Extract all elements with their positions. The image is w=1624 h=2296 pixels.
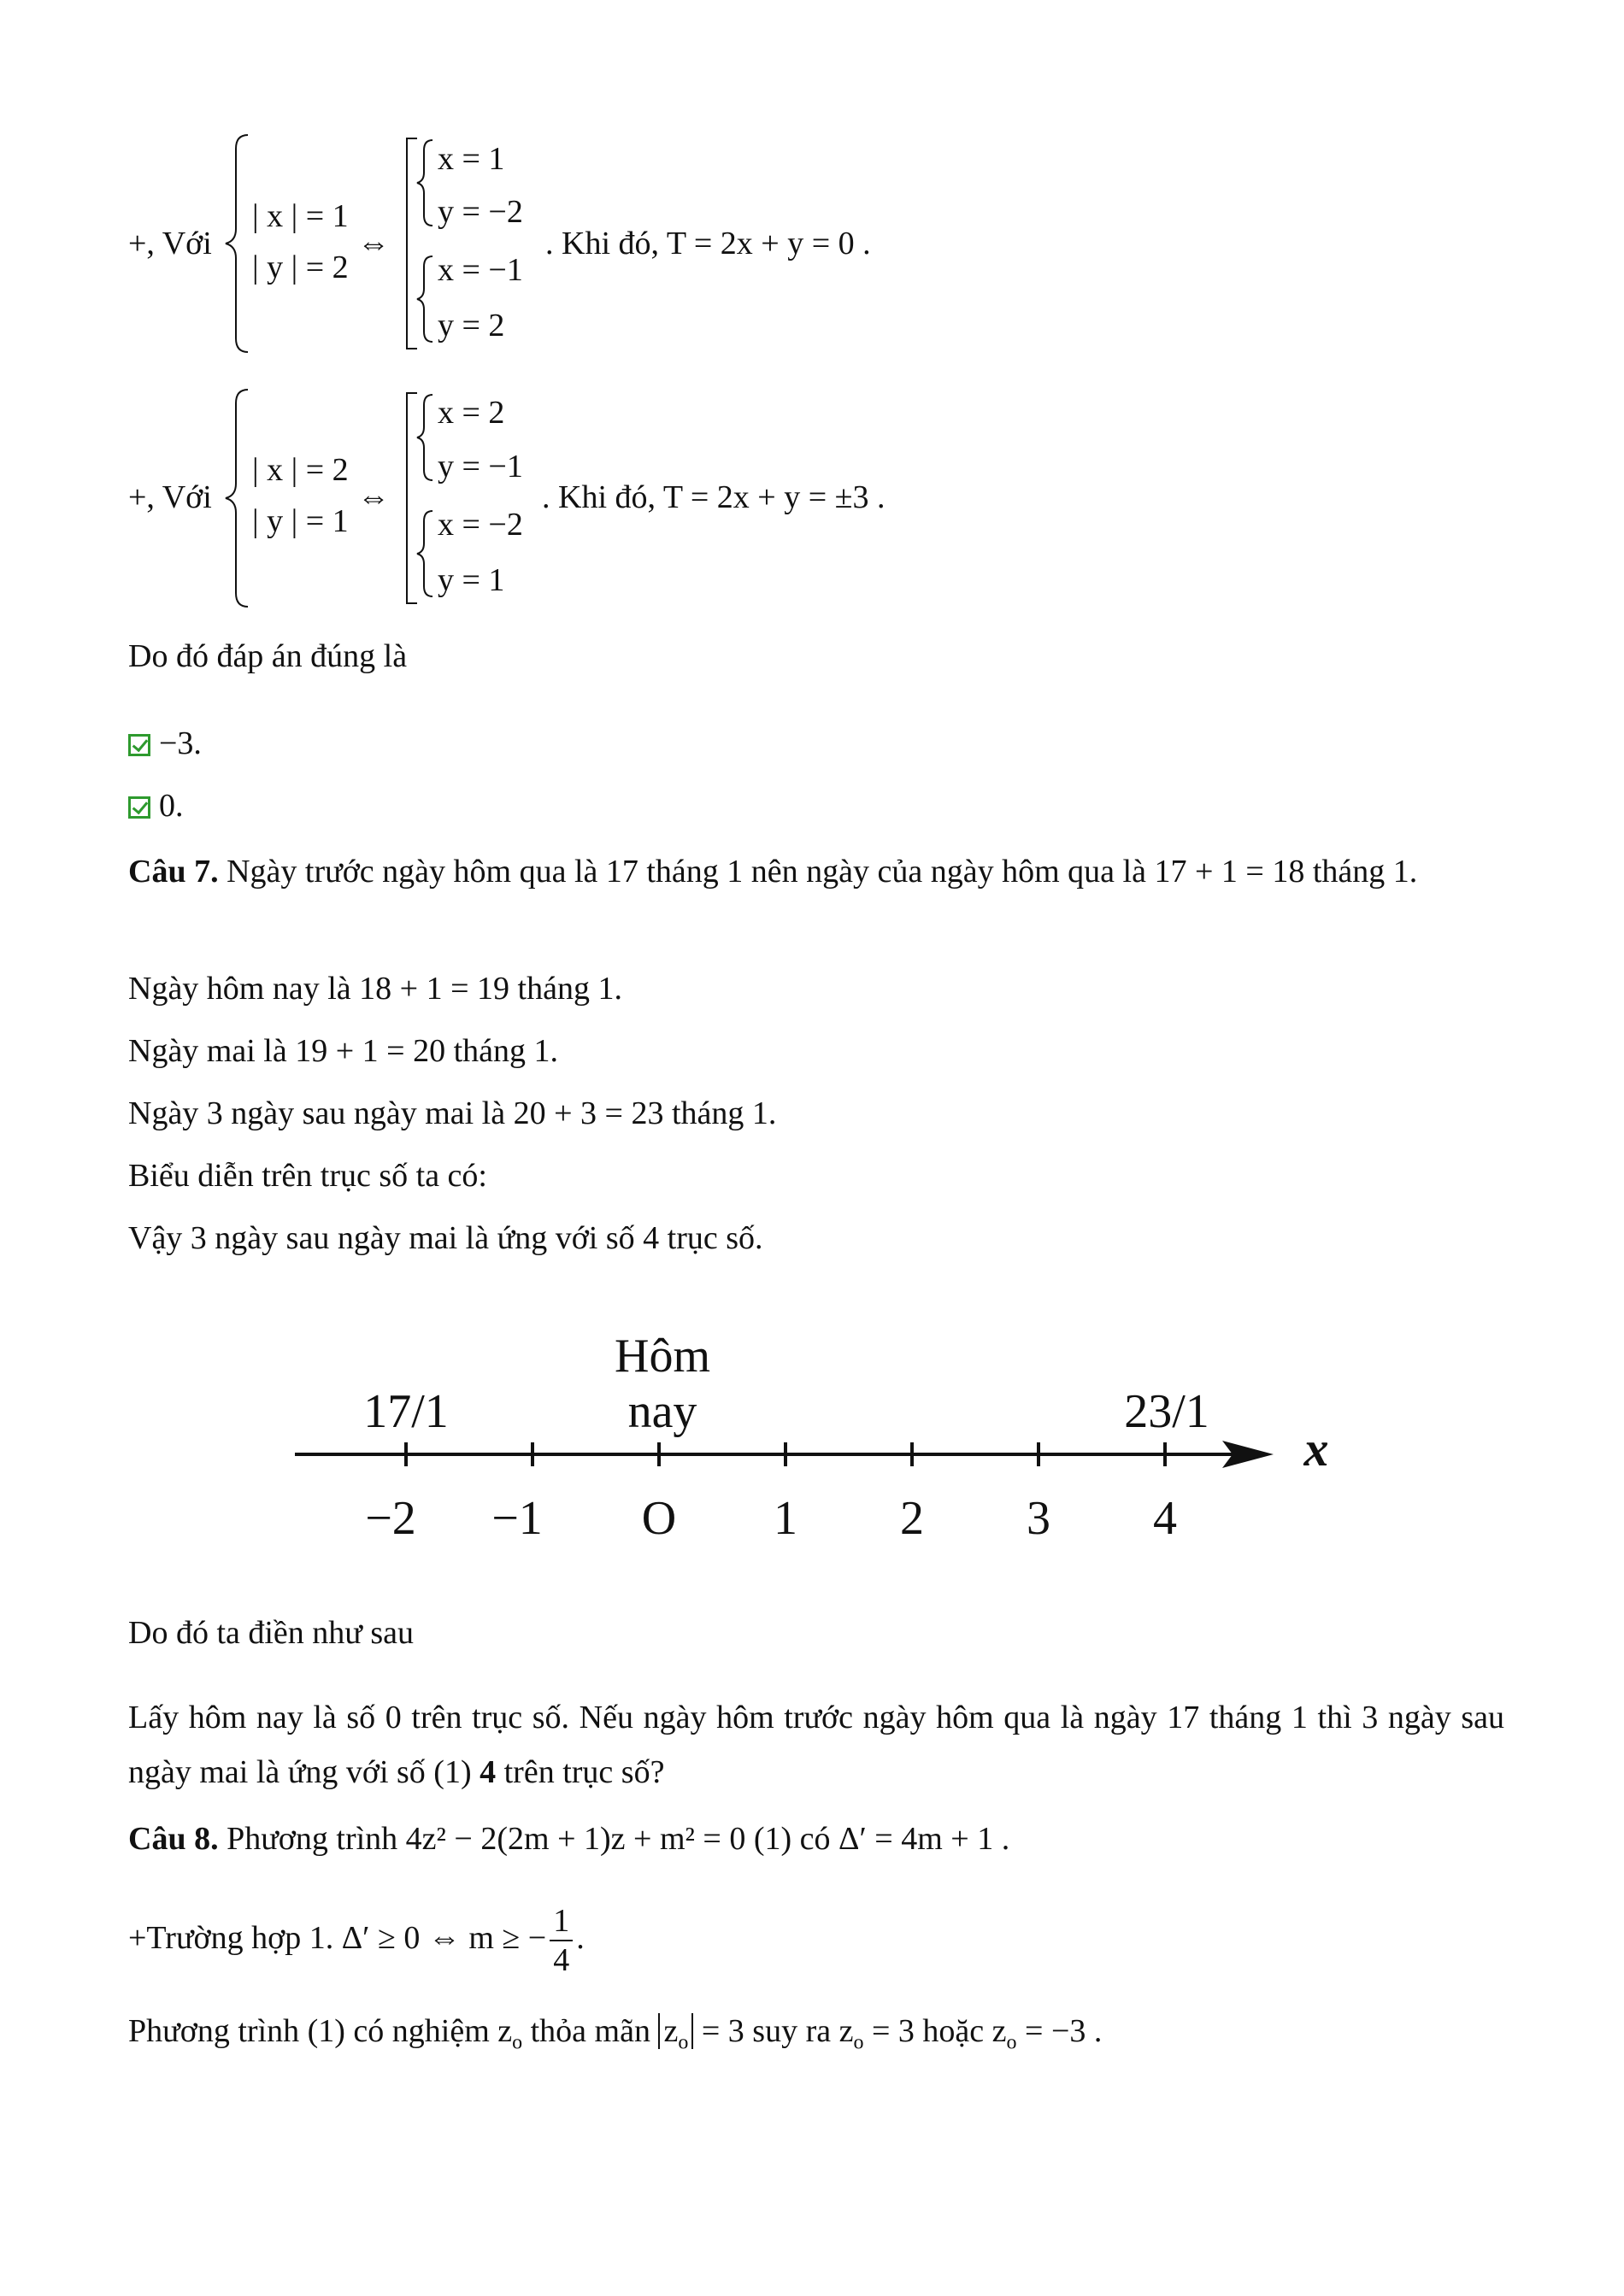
cau8-root-line — [128, 2010, 1102, 2064]
fill-text: Lấy hôm nay là số 0 trên trục số. Nếu ngày hôm trước ngày hôm qua là ngày 17 tháng 1 thì 3 ngày sau ngày mai là ứng với số (1) — [128, 1700, 1504, 1790]
checkbox-checked-icon — [128, 796, 150, 819]
answer-item-2 — [128, 784, 184, 827]
label-17-1: 17/1 — [363, 1385, 449, 1438]
cau7-line1: Ngày trước ngày hôm qua là 17 tháng 1 nên ngày của ngày hôm qua là 17 + 1 = 18 tháng 1. — [218, 854, 1418, 890]
cau8-delta: Δ′ = 4m + 1 . — [838, 1821, 1010, 1857]
brace-inner-1b — [417, 256, 432, 342]
cau7-line6: Vậy 3 ngày sau ngày mai là ứng với số 4 trục số. — [128, 1220, 763, 1256]
cau8-case1 — [128, 1895, 585, 1981]
brace-left-2 — [226, 390, 248, 607]
cau7-line3: Ngày mai là 19 + 1 = 20 tháng 1. — [128, 1033, 558, 1069]
label-nay: nay — [627, 1385, 697, 1438]
root-text3: = 3 suy ra — [693, 2013, 839, 2049]
answer-intro: Do đó đáp án đúng là — [128, 638, 408, 674]
root-text4: = 3 hoặc — [863, 2013, 992, 2049]
brace-inner-2b — [417, 511, 432, 596]
system-1-prefix: +, Với — [128, 226, 212, 261]
cau7-paragraph — [128, 844, 1504, 899]
tick-label: 1 — [774, 1492, 797, 1545]
root-text1: Phương trình (1) có nghiệm — [128, 2013, 498, 2049]
fill-intro: Do đó ta điền như sau — [128, 1615, 415, 1651]
tick-label: 3 — [1027, 1492, 1050, 1545]
system-2 — [128, 383, 983, 614]
root-var-3: $z_o$ — [991, 2013, 1017, 2054]
system-2-left-eq1: | x | = 2 — [252, 452, 349, 488]
system-1 — [128, 128, 983, 359]
system-2-prefix: +, Với — [128, 479, 212, 515]
cau8-text2: có — [791, 1821, 839, 1857]
root-text5: = −3 . — [1016, 2013, 1103, 2049]
system-1-case2-b: y = 2 — [438, 308, 505, 344]
answer-item-2-text: 0. — [159, 788, 184, 824]
system-2-equiv: ⇔ — [357, 479, 390, 515]
bracket-1 — [407, 138, 417, 349]
bracket-2 — [407, 393, 417, 603]
fill-answer: 4 — [480, 1754, 497, 1790]
tick-label: O — [641, 1492, 677, 1545]
fraction-denominator: 4 — [553, 1942, 570, 1979]
system-1-left-eq2: | y | = 2 — [252, 250, 349, 285]
system-2-conclusion: . Khi đó, T = 2x + y = ±3 . — [542, 479, 886, 515]
system-1-case2-a: x = −1 — [438, 252, 523, 288]
system-1-conclusion: . Khi đó, T = 2x + y = 0 . — [545, 226, 871, 261]
root-abs: $z_o$ — [658, 2013, 693, 2049]
system-1-case1-b: y = −2 — [438, 194, 523, 230]
system-1-left-eq1: | x | = 1 — [252, 198, 349, 234]
cau7-line2: Ngày hôm nay là 18 + 1 = 19 tháng 1. — [128, 971, 622, 1007]
tick-label: 4 — [1153, 1492, 1177, 1545]
system-2-left-eq2: | y | = 1 — [252, 503, 349, 539]
fill-paragraph — [128, 1690, 1504, 1800]
system-1-case1-a: x = 1 — [438, 141, 505, 177]
cau7-label: Câu 7. — [128, 854, 219, 890]
system-2-case1-a: x = 2 — [438, 395, 505, 431]
cau8-line — [128, 1817, 1009, 1860]
answer-item-1 — [128, 722, 202, 765]
brace-inner-1a — [417, 140, 432, 226]
number-line-figure — [282, 1307, 1350, 1564]
tick-label: −1 — [491, 1492, 543, 1545]
brace-inner-2a — [417, 395, 432, 480]
cau7-line4: Ngày 3 ngày sau ngày mai là 20 + 3 = 23 tháng 1. — [128, 1095, 777, 1131]
brace-left-1 — [226, 135, 248, 352]
cau8-equation: 4z² − 2(2m + 1)z + m² = 0 (1) — [405, 1821, 792, 1857]
tick-label: −2 — [365, 1492, 416, 1545]
system-2-case1-b: y = −1 — [438, 449, 523, 484]
cau8-text1: Phương trình — [218, 1821, 406, 1857]
root-text2: thỏa mãn — [530, 2013, 659, 2049]
root-var-1: $z_o$ — [497, 2013, 523, 2054]
label-23-1: 23/1 — [1124, 1385, 1209, 1438]
cau7-line5: Biểu diễn trên trục số ta có: — [128, 1158, 487, 1194]
checkbox-checked-icon — [128, 734, 150, 756]
system-2-case2-a: x = −2 — [438, 507, 523, 543]
root-var-2: $z_o$ — [838, 2013, 864, 2054]
answer-item-1-text: −3. — [159, 725, 202, 761]
fraction-one-quarter — [550, 1902, 573, 1979]
case1-end: . — [576, 1920, 585, 1956]
axis-label-x: x — [1303, 1421, 1329, 1477]
case1-prefix: +Trường hợp 1. Δ′ ≥ 0 ⇔ m ≥ − — [128, 1920, 547, 1956]
label-hom: Hôm — [615, 1330, 710, 1383]
system-2-case2-b: y = 1 — [438, 562, 505, 598]
fraction-numerator: 1 — [550, 1902, 573, 1941]
fill-end: trên trục số? — [496, 1754, 665, 1790]
tick-label: 2 — [900, 1492, 924, 1545]
cau8-label: Câu 8. — [128, 1821, 219, 1857]
system-1-equiv: ⇔ — [357, 226, 390, 261]
